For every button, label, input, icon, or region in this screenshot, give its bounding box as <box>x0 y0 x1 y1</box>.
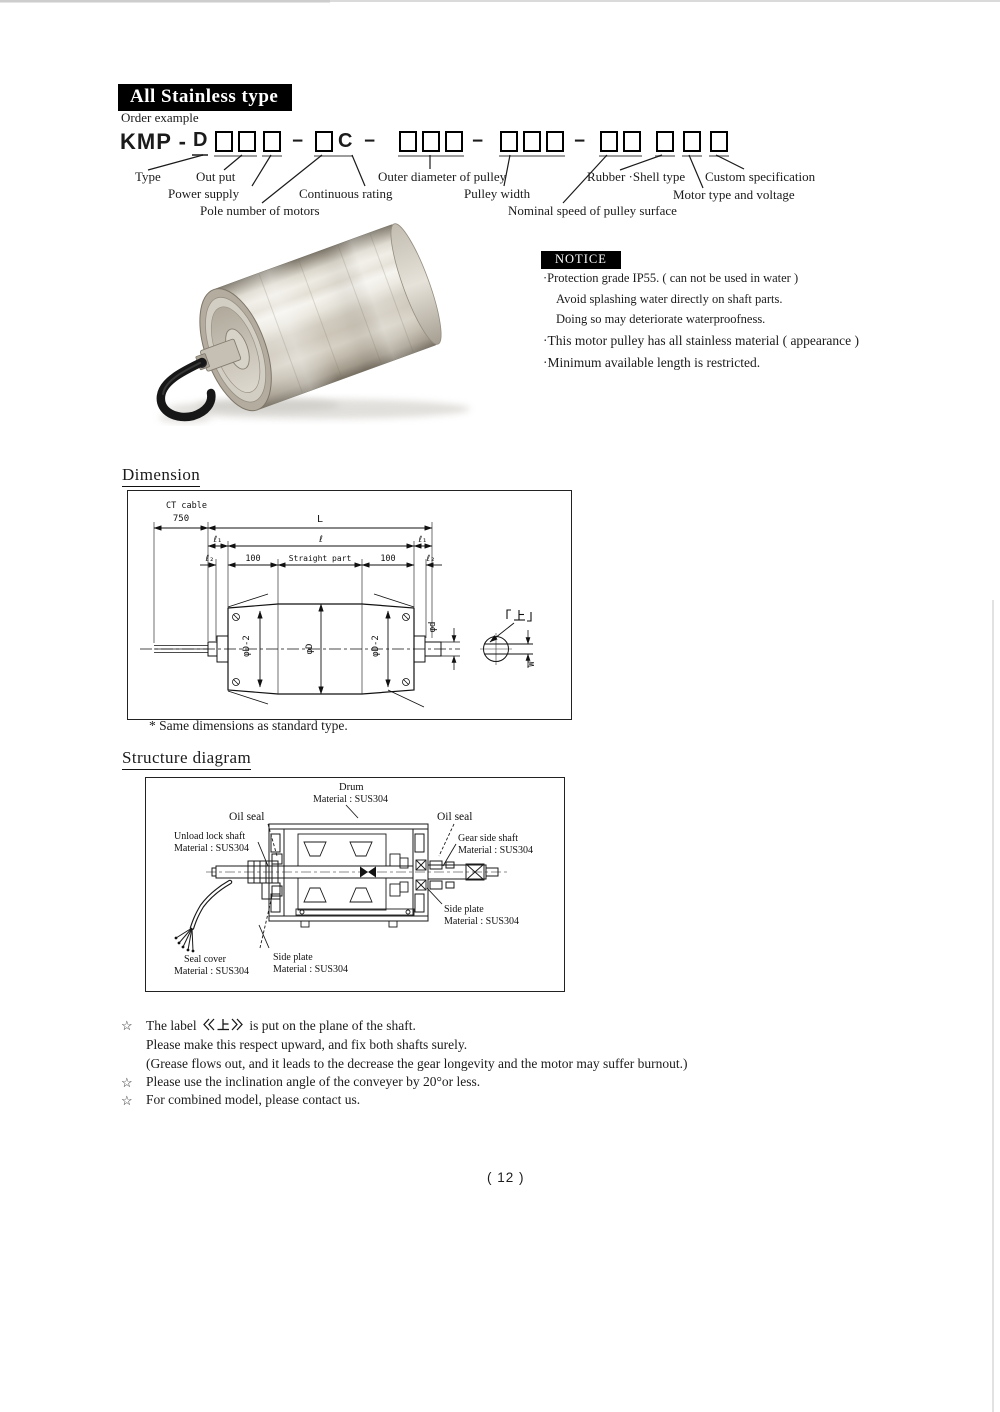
gear-side-shaft <box>428 861 498 889</box>
dia-minus2-label: φD-2 <box>371 635 381 657</box>
oil-seal-label: Oil seal <box>229 811 265 823</box>
dimension-heading: Dimension <box>122 465 200 487</box>
page-number: ( 12 ) <box>487 1170 525 1185</box>
dimension-note: * Same dimensions as standard type. <box>149 718 348 733</box>
type-char: D <box>193 129 208 151</box>
structure-heading: Structure diagram <box>122 748 251 770</box>
dimension-drawing <box>128 491 571 719</box>
footnote-item1-pre: The label <box>146 1018 197 1033</box>
material-label: Material : SUS304 <box>174 966 249 977</box>
label-output: Out put <box>196 169 236 184</box>
unload-lock-shaft <box>212 854 284 899</box>
drum-label: Drum <box>339 782 364 793</box>
footnote-item1-post: is put on the plane of the shaft. <box>249 1018 416 1033</box>
dimension-frame <box>127 490 572 720</box>
notice-line: Avoid splashing water directly on shaft parts. <box>556 292 783 306</box>
ct-cable-label: CT cable <box>166 501 207 511</box>
label-continuous-rating: Continuous rating <box>299 186 393 201</box>
l1-label: ℓ₁ <box>418 535 428 545</box>
hundred-label: 100 <box>245 554 261 564</box>
material-label: Material : SUS304 <box>273 964 348 975</box>
footnote-star: ☆ <box>121 1093 133 1108</box>
label-type: Type <box>135 169 161 184</box>
code-separator: − <box>472 131 484 152</box>
shell-length-label: ℓ <box>319 535 323 545</box>
label-outer-diameter: Outer diameter of pulley <box>378 169 507 184</box>
notice-line: ·Minimum available length is restricted. <box>543 355 761 370</box>
unload-shaft-label: Unload lock shaft <box>174 831 246 842</box>
footnote-item4: Please use the inclination angle of the conveyer by 20°or less. <box>146 1074 481 1089</box>
footnote-item2: Please make this respect upward, and fix both shafts surely. <box>146 1037 468 1052</box>
scan-artifact-right <box>992 600 994 1412</box>
drum-shell <box>269 824 428 921</box>
straight-part-label: Straight part <box>288 554 352 563</box>
structure-frame <box>145 777 565 992</box>
oil-seal-label: Oil seal <box>437 811 473 823</box>
material-label: Material : SUS304 <box>313 794 388 805</box>
page-title: All Stainless type <box>118 84 292 111</box>
label-power-supply: Power supply <box>168 186 240 201</box>
dia-minus2-label: φD-2 <box>242 635 252 657</box>
notice-line: ·Protection grade IP55. ( can not be used in water ) <box>543 271 799 285</box>
notice-line: Doing so may deteriorate waterproofness. <box>556 312 766 326</box>
order-code-prefix: KMP - <box>120 129 187 154</box>
l2-label: ℓ₂ <box>205 554 215 564</box>
scan-artifact-top-left <box>0 0 330 3</box>
cable-length: 750 <box>172 514 190 524</box>
dia-label: φD <box>305 643 315 655</box>
hundred-label: 100 <box>380 554 396 564</box>
label-motor-type: Motor type and voltage <box>673 187 795 202</box>
label-pulley-width: Pulley width <box>464 186 531 201</box>
shaft-end-detail <box>480 610 533 668</box>
l2-label: ℓ₂ <box>426 554 436 564</box>
label-custom-spec: Custom specification <box>705 169 816 184</box>
gear-shaft-label: Gear side shaft <box>458 833 518 844</box>
code-separator: − <box>364 131 376 152</box>
footnote-item1 <box>146 1017 416 1034</box>
code-separator: − <box>574 131 586 152</box>
code-separator: − <box>292 131 304 152</box>
side-plate-label: Side plate <box>444 904 484 915</box>
footnote-item3: (Grease flows out, and it leads to the decrease the gear longevity and the motor may suffer burnout.) <box>146 1056 688 1071</box>
order-example-label: Order example <box>121 110 199 125</box>
material-label: Material : SUS304 <box>458 845 533 856</box>
material-label: Material : SUS304 <box>174 843 249 854</box>
product-photo <box>150 222 490 427</box>
label-nominal-speed: Nominal speed of pulley surface <box>508 203 677 218</box>
up-kanji-label <box>200 1017 246 1033</box>
gear-cluster <box>390 854 426 896</box>
label-pole-number: Pole number of motors <box>200 203 320 218</box>
notice-title: NOTICE <box>541 251 621 269</box>
material-label: Material : SUS304 <box>444 916 519 927</box>
label-rubber-shell: Rubber ·Shell type <box>587 169 686 184</box>
width-across-label: W <box>527 661 537 667</box>
overall-length: L <box>316 514 324 525</box>
structure-cable <box>175 882 230 952</box>
footnote-star: ☆ <box>121 1018 133 1033</box>
footnote-star: ☆ <box>121 1075 133 1090</box>
l1-label: ℓ₁ <box>213 535 223 545</box>
seal-cover-label: Seal cover <box>184 954 226 965</box>
up-label <box>507 610 531 621</box>
shaft-dia-label: φd <box>428 621 438 633</box>
structure-drawing <box>146 778 564 991</box>
continuous-char: C <box>338 130 353 152</box>
side-plate-label: Side plate <box>273 952 313 963</box>
pulley-cylinder <box>176 222 450 424</box>
footnote-item5: For combined model, please contact us. <box>146 1092 361 1107</box>
notice-line: ·This motor pulley has all stainless material ( appearance ) <box>543 333 860 348</box>
